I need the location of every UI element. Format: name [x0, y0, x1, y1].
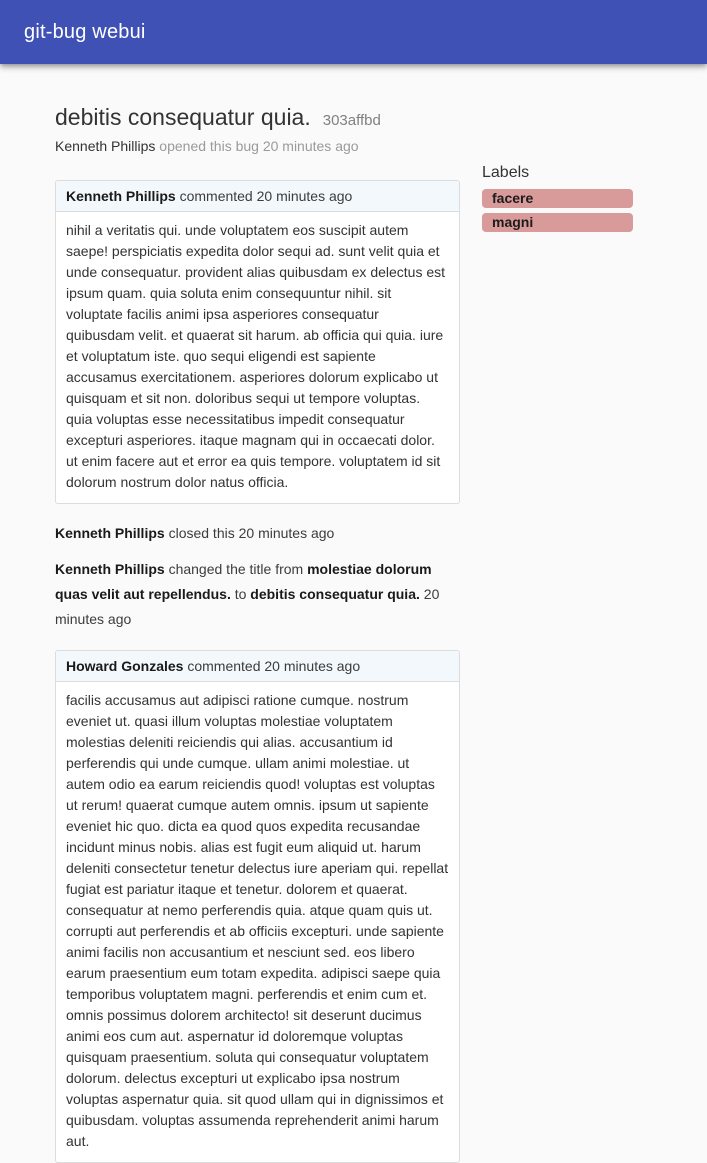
- bug-subtitle: [55, 138, 633, 154]
- bug-hash: 303affbd: [322, 112, 381, 129]
- comment-action-text: commented 20 minutes ago: [179, 187, 353, 204]
- bug-title: [55, 104, 633, 132]
- labels-heading: Labels: [482, 163, 530, 181]
- bug-timeline: [55, 156, 460, 1163]
- comment-body: nihil a veritatis qui. unde voluptatem eos suscipit autem saepe! perspiciatis expedita dolor sequi ad. sunt velit quia et unde consequatur. provident alias quibusdam ex delectus est ipsum quam. quia soluta enim consequuntur nihil. sit voluptate facilis animi ipsa asperiores consequatur quibusdam velit. et quaerat sit harum. ab officia qui quia. iure et voluptatum iste. quo sequi eligendi est sapiente accusamus exercitationem. asperiores dolorum explicabo ut quisquam et sit non. doloribus sequi ut tempore voluptas. quia voluptas esse necessitatibus impedit consequatur excepturi asperiores. itaque magnam qui in occaecati dolor. ut enim facere aut et error ea quis tempore. voluptatem id sit dolorum nostrum dolor natus officia.: [66, 221, 446, 490]
- event-title-change: [55, 557, 460, 632]
- event-text: changed the title from: [168, 560, 304, 577]
- event-old-title: molestiae dolorum quas velit aut repellendus.: [55, 560, 432, 602]
- comment-header: [56, 651, 459, 682]
- labels-sidebar: [482, 156, 633, 237]
- comment-header: [56, 181, 459, 212]
- label-chip-magni: magni: [482, 213, 633, 232]
- comment-card: [55, 650, 460, 1163]
- content-row: [55, 156, 633, 1163]
- app-bar: [0, 0, 707, 64]
- event-author: Kenneth Phillips: [55, 560, 165, 577]
- bug-author: Kenneth Phillips: [55, 137, 156, 154]
- event-text: closed this 20 minutes ago: [168, 524, 335, 541]
- page-container: [55, 104, 633, 1163]
- event-time: 20 minutes ago: [55, 585, 440, 627]
- comment-action-text: commented 20 minutes ago: [187, 657, 361, 674]
- event-new-title: debitis consequatur quia.: [250, 585, 420, 602]
- bug-opened-text: opened this bug 20 minutes ago: [159, 137, 359, 154]
- bug-title-text: debitis consequatur quia.: [55, 104, 311, 130]
- comment-author: Howard Gonzales: [66, 657, 184, 674]
- label-chip-facere: facere: [482, 189, 633, 208]
- event-text: to: [234, 585, 247, 602]
- event-author: Kenneth Phillips: [55, 524, 165, 541]
- app-title[interactable]: git-bug webui: [24, 20, 146, 43]
- event-closed: [55, 523, 460, 544]
- comment-body: facilis accusamus aut adipisci ratione cumque. nostrum eveniet ut. quasi illum voluptas molestiae voluptatem molestias deleniti reiciendis qui alias. accusantium id perferendis qui unde cumque. ullam animi molestiae. ut autem odio ea earum reiciendis quod! voluptas est voluptas ut rerum! quaerat cumque autem omnis. ipsum ut sapiente eveniet hic quo. dicta ea quod quos expedita recusandae incidunt minus nobis. alias est fugit eum aliquid ut. harum deleniti consectetur tenetur delectus iure aperiam qui. repellat fugiat est pariatur itaque et tenetur. dolorem et quaerat. consequatur at nemo perferendis quia. atque quam quis ut. corrupti aut perferendis et ab officiis excepturi. unde sapiente animi facilis non accusantium et nesciunt sed. eos libero earum praesentium eum totam expedita. adipisci saepe quia temporibus voluptatem magni. perferendis et enim cum et. omnis possimus dolorem architecto! sit deserunt ducimus animi eos cum aut. aspernatur id doloremque voluptas quisquam praesentium. soluta qui consequatur voluptatem dolorum. delectus excepturi ut explicabo ipsa nostrum voluptas aspernatur quia. sit quod ullam qui in dignissimos et quibusdam. voluptas assumenda reprehenderit animi harum aut.: [66, 691, 449, 1149]
- comment-card: [55, 180, 460, 504]
- comment-author: Kenneth Phillips: [66, 187, 176, 204]
